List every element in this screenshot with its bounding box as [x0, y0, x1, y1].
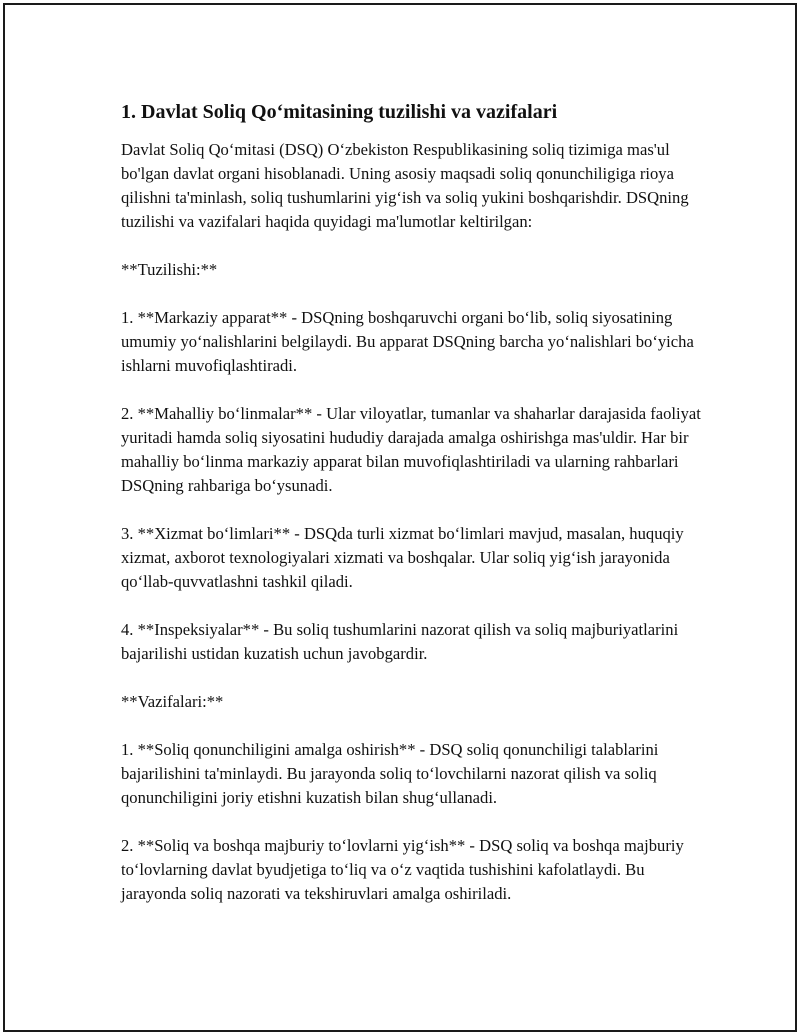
structure-item-1: 1. **Markaziy apparat** - DSQning boshqaruvchi organi bo‘lib, soliq siyosatining umumiy yo‘nalishlarini belgilaydi. Bu apparat DSQning barcha yo‘nalishlari bo‘yicha ishlarni muvofiqlashtiradi. [121, 308, 694, 375]
duty-item-1: 1. **Soliq qonunchiligini amalga oshirish** - DSQ soliq qonunchiligi talablarini bajarilishini ta'minlaydi. Bu jarayonda soliq to‘lovchilarni nazorat qilish va soliq qonunchiligini joriy etishni kuzatish bilan shug‘ullanadi. [121, 740, 659, 807]
duties-heading: **Vazifalari:** [121, 692, 224, 711]
structure-item-4: 4. **Inspeksiyalar** - Bu soliq tushumlarini nazorat qilish va soliq majburiyatlarini bajarilishi ustidan kuzatish uchun javobgardir. [121, 620, 679, 663]
section-title: 1. Davlat Soliq Qo‘mitasining tuzilishi va vazifalari [121, 101, 558, 123]
structure-item-2: 2. **Mahalliy bo‘linmalar** - Ular viloyatlar, tumanlar va shaharlar darajasida faoliyat yuritadi hamda soliq siyosatini hududiy darajada amalga oshirishga mas'uldir. Har bir mahalliy bo‘linma markaziy apparat bilan muvofiqlashtiriladi va ularning rahbarlari DSQning rahbariga bo‘ysunadi. [121, 404, 701, 495]
intro-paragraph: Davlat Soliq Qo‘mitasi (DSQ) O‘zbekiston Respublikasining soliq tizimiga mas'ul bo'lgan davlat organi hisoblanadi. Uning asosiy maqsadi soliq qonunchiligiga rioya qilishni ta'minlash, soliq tushumlarini yig‘ish va soliq yukini boshqarishdir. DSQning tuzilishi va vazifalari haqida quyidagi ma'lumotlar keltirilgan: [121, 140, 689, 231]
duty-item-2: 2. **Soliq va boshqa majburiy to‘lovlarni yig‘ish** - DSQ soliq va boshqa majburiy to‘lovlarning davlat byudjetiga to‘liq va o‘z vaqtida tushishini kafolatlaydi. Bu jarayonda soliq nazorati va tekshiruvlari amalga oshiriladi. [121, 836, 684, 903]
structure-item-3: 3. **Xizmat bo‘limlari** - DSQda turli xizmat bo‘limlari mavjud, masalan, huquqiy xizmat, axborot texnologiyalari xizmati va boshqalar. Ular soliq yig‘ish jarayonida qo‘llab-quvvatlashni tashkil qiladi. [121, 524, 684, 591]
page-frame [3, 3, 797, 1032]
document-body [121, 99, 701, 930]
structure-heading: **Tuzilishi:** [121, 260, 218, 279]
